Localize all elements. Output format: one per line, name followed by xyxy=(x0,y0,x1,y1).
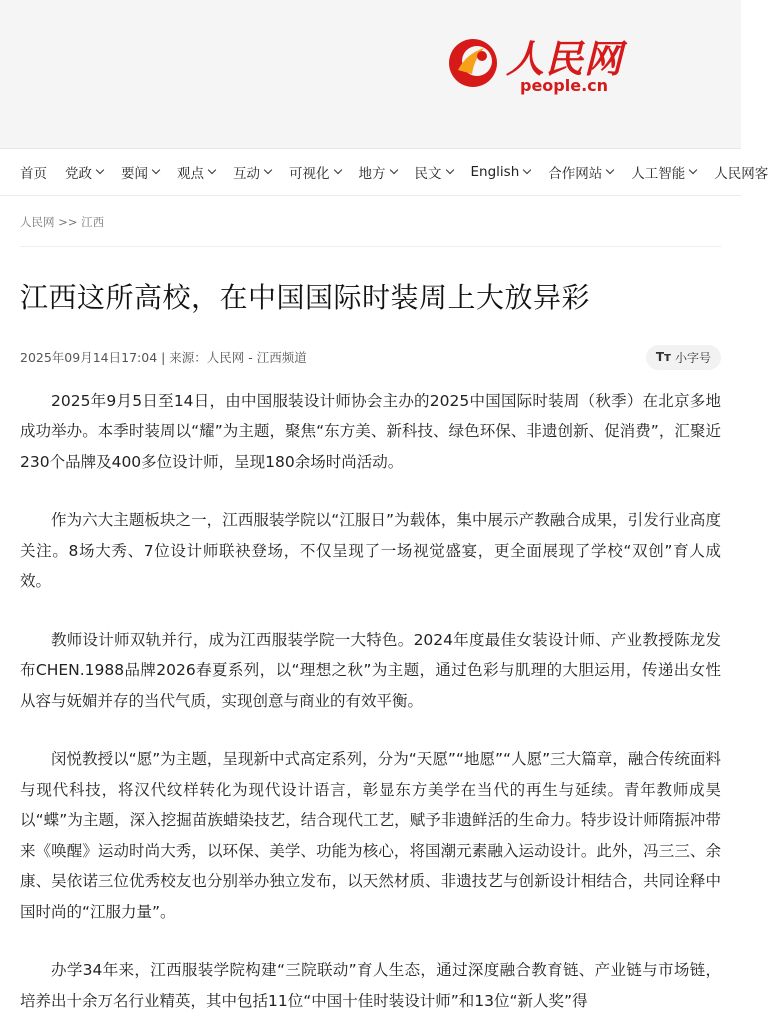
nav-label: 合作网站 xyxy=(548,166,603,182)
article-title: 江西这所高校，在中国国际时装周上大放异彩 xyxy=(20,281,591,314)
main-navigation xyxy=(0,149,769,196)
header-banner xyxy=(0,0,741,149)
nav-label: 人民网客 xyxy=(714,166,769,182)
nav-item-home[interactable] xyxy=(0,162,56,182)
chevron-down-icon xyxy=(445,166,453,174)
article-paragraph: 作为六大主题板块之一，江西服装学院以“江服日”为载体，集中展示产教融合成果，引发行业高度关注。8场大秀、7位设计师联袂登场，不仅呈现了一场视觉盛宴，更全面展现了学校“双创”育人成效。 xyxy=(20,511,721,591)
nav-label: 党政 xyxy=(65,166,92,182)
people-cn-logo[interactable] xyxy=(444,32,624,96)
nav-label: 要闻 xyxy=(121,166,148,182)
logo-english-text: people.cn xyxy=(520,76,609,95)
nav-item-english[interactable] xyxy=(462,164,540,180)
chevron-down-icon xyxy=(333,166,341,174)
article-meta-row xyxy=(20,345,721,370)
nav-item-visualization[interactable] xyxy=(280,162,350,182)
article-paragraph: 教师设计师双轨并行，成为江西服装学院一大特色。2024年度最佳女装设计师、产业教授陈龙发布CHEN.1988品牌2026春夏系列，以“理想之秋”为主题，通过色彩与肌理的大胆运用，传递出女性从容与妩媚并存的当代气质，实现创意与商业的有效平衡。 xyxy=(20,630,721,710)
breadcrumb-section-link[interactable]: 江西 xyxy=(81,215,105,229)
nav-label: 民文 xyxy=(414,166,442,182)
nav-item-ai[interactable] xyxy=(622,162,705,182)
nav-label: English xyxy=(470,164,520,180)
font-size-icon: Tт xyxy=(655,350,671,365)
logo-chinese-text: 人民网 xyxy=(506,36,624,81)
nav-label: 地方 xyxy=(358,166,386,182)
breadcrumb-separator: >> xyxy=(54,215,82,229)
chevron-down-icon xyxy=(389,166,397,174)
breadcrumb xyxy=(20,196,721,247)
font-size-button-label: 小字号 xyxy=(674,350,711,365)
chevron-down-icon xyxy=(523,166,531,174)
logo-mark-icon xyxy=(444,32,502,90)
nav-label: 首页 xyxy=(20,166,47,182)
nav-item-people-client[interactable] xyxy=(705,162,777,182)
nav-label: 可视化 xyxy=(289,166,330,182)
article-body xyxy=(20,386,721,1016)
nav-label: 互动 xyxy=(233,166,260,182)
nav-label: 观点 xyxy=(177,166,204,182)
nav-item-party-government[interactable] xyxy=(56,162,112,182)
chevron-down-icon xyxy=(606,166,614,174)
article-paragraph: 2025年9月5日至14日，由中国服装设计师协会主办的2025中国国际时装周（秋季）在北京多地成功举办。本季时装周以“耀”为主题，聚焦“东方美、新科技、绿色环保、非遗创新、促消费”，汇聚近230个品牌及400多位设计师，呈现180余场时尚活动。 xyxy=(20,391,721,471)
article-paragraph: 闵悦教授以“愿”为主题，呈现新中式高定系列，分为“天愿”“地愿”“人愿”三大篇章，融合传统面料与现代科技，将汉代纹样转化为现代设计语言，彰显东方美学在当代的再生与延续。青年教师成昊以“蝶”为主题，深入挖掘苗族蜡染技艺，结合现代工艺，赋予非遗鲜活的生命力。特步设计师隋振冲带来《唤醒》运动时尚大秀，以环保、美学、功能为核心，将国潮元素融入运动设计。此外，冯三三、余康、吴依诺三位优秀校友也分别举办独立发布，以天然材质、非遗技艺与创新设计相结合，共同诠释中国时尚的“江服力量”。 xyxy=(20,750,721,921)
nav-item-partner-sites[interactable] xyxy=(539,162,622,182)
font-size-toggle-button[interactable] xyxy=(646,345,721,370)
article-paragraph: 办学34年来，江西服装学院构建“三院联动”育人生态，通过深度融合教育链、产业链与市场链，培养出十余万名行业精英，其中包括11位“中国十佳时装设计师”和13位“新人奖”得 xyxy=(20,961,721,1010)
nav-item-headlines[interactable] xyxy=(112,162,168,182)
chevron-down-icon xyxy=(152,166,160,174)
chevron-down-icon xyxy=(96,166,104,174)
nav-item-interactive[interactable] xyxy=(224,162,280,182)
chevron-down-icon xyxy=(264,166,272,174)
chevron-down-icon xyxy=(208,166,216,174)
breadcrumb-home-link[interactable]: 人民网 xyxy=(20,215,55,229)
nav-item-ethnic-languages[interactable] xyxy=(406,162,462,182)
chevron-down-icon xyxy=(689,166,697,174)
nav-item-opinion[interactable] xyxy=(168,162,224,182)
nav-label: 人工智能 xyxy=(631,166,686,182)
article-meta: 2025年09月14日17:04 | 来源：人民网 - 江西频道 xyxy=(20,350,307,366)
nav-item-local[interactable] xyxy=(350,162,406,182)
